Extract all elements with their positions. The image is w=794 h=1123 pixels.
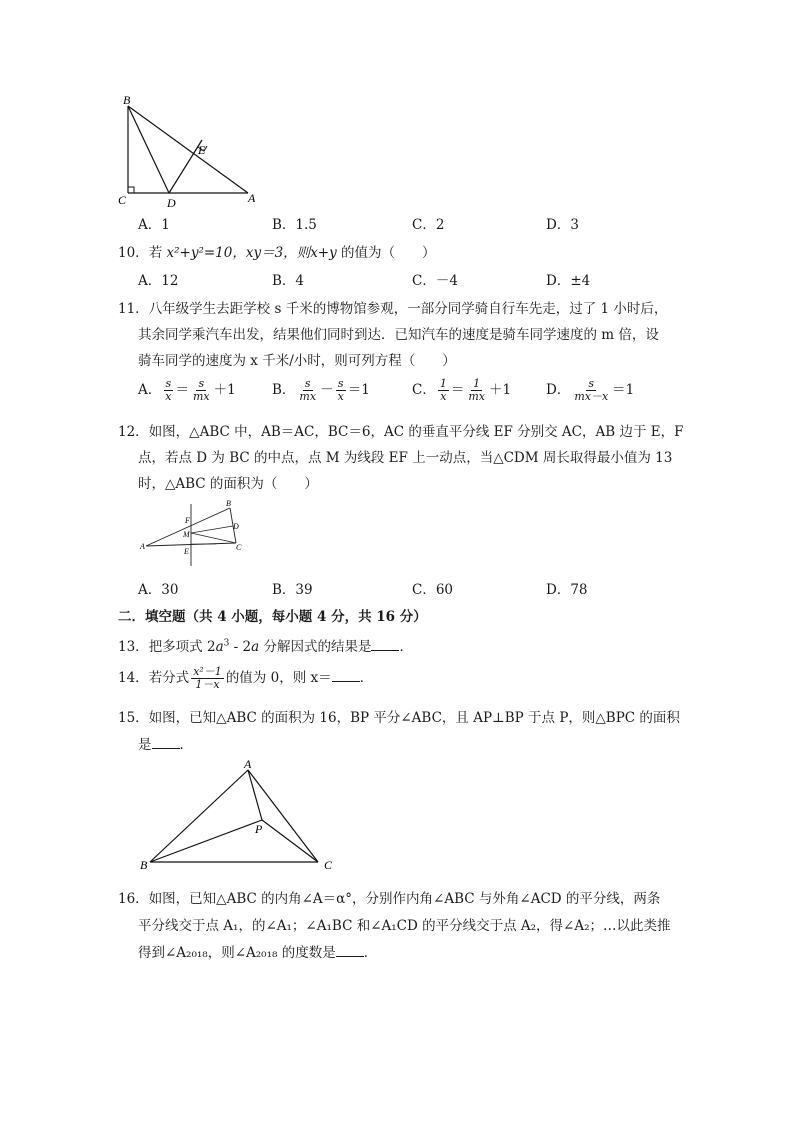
q16-line1-text: 如图，已知△ABC 的内角∠A＝α°，分别作内角∠ABC 与外角∠ACD 的平分线，两条 bbox=[148, 891, 661, 907]
q10-text-pre: 若 bbox=[148, 245, 167, 261]
q9-label-c: C bbox=[118, 193, 127, 207]
q15-label-a: A bbox=[244, 758, 252, 771]
q13-var-a: a bbox=[215, 639, 224, 655]
q10-option-d[interactable]: D．±4 bbox=[546, 273, 591, 289]
q15-answer-blank[interactable] bbox=[152, 736, 180, 749]
q12-label-b: B bbox=[226, 499, 231, 508]
q13-end: ． bbox=[399, 639, 413, 655]
q11-line2: 其余同学乘汽车出发，结果他们同时到达．已知汽车的速度是骑车同学速度的 m 倍，设 bbox=[138, 327, 659, 343]
q12-label-c: C bbox=[236, 543, 242, 552]
q12-triangle-figure bbox=[136, 496, 254, 568]
q12-option-c[interactable]: C．60 bbox=[412, 582, 454, 598]
q11-a-den2: mx bbox=[192, 390, 210, 404]
q11-a-den1: x bbox=[165, 390, 172, 404]
q10-text-post: 的值为（ ） bbox=[336, 245, 436, 261]
q11-b-tail: ＝1 bbox=[347, 382, 370, 399]
q9-label-d: D bbox=[167, 196, 176, 210]
q9-label-b: B bbox=[123, 93, 131, 107]
q11-option-c[interactable] bbox=[412, 378, 511, 403]
q11-a-num2: s bbox=[198, 377, 205, 390]
q12-label-m: M bbox=[183, 530, 190, 539]
q12-line2: 点，若点 D 为 BC 的中点，点 M 为线段 EF 上一动点，当△CDM 周长取得最小值为 13 bbox=[138, 450, 673, 466]
q15-label-b: B bbox=[140, 858, 148, 872]
q11-c-num2: 1 bbox=[473, 377, 481, 390]
q12-line3: 时，△ABC 的面积为（ ） bbox=[138, 476, 318, 492]
q14-number: 14． bbox=[118, 670, 149, 687]
q11-c-num1: 1 bbox=[439, 377, 447, 390]
q11-b-den1: mx bbox=[299, 390, 317, 404]
q16-line3 bbox=[138, 941, 377, 961]
q13-stem bbox=[118, 635, 413, 655]
q11-d-num1: s bbox=[588, 377, 595, 390]
q11-a-tail: ＋1 bbox=[213, 382, 236, 399]
q10-option-c[interactable]: C．－4 bbox=[412, 273, 458, 289]
q11-a-eq: ＝ bbox=[175, 382, 189, 399]
q9-label-e: E bbox=[198, 143, 206, 157]
q12-label-e: E bbox=[184, 547, 189, 556]
q16-number: 16． bbox=[118, 891, 149, 907]
q13-exponent: 3 bbox=[223, 638, 230, 649]
q9-option-d[interactable]: D．3 bbox=[546, 217, 579, 233]
q11-b-minus: － bbox=[320, 382, 334, 399]
q15-end: ． bbox=[179, 737, 193, 753]
q11-line1-text: 八年级学生去距学校 s 千米的博物馆参观，一部分同学骑自行车先走，过了 1 小时后， bbox=[148, 301, 668, 317]
q10-expr1: x²+y²=10，xy＝3，则 bbox=[166, 245, 311, 261]
q15-line1 bbox=[118, 706, 680, 726]
q12-label-a: A bbox=[140, 542, 145, 551]
q11-b-num1: s bbox=[304, 377, 311, 390]
q12-option-d[interactable]: D．78 bbox=[546, 582, 588, 598]
q11-option-d-letter: D． bbox=[546, 382, 571, 399]
q16-line2: 平分线交于点 A₁，的∠A₁；∠A₁BC 和∠A₁CD 的平分线交于点 A₂，得∠A₂；…以此类推 bbox=[138, 918, 671, 934]
q14-end: ． bbox=[359, 670, 374, 687]
q11-option-a-letter: A． bbox=[138, 382, 162, 399]
q9-triangle-figure bbox=[112, 92, 262, 210]
q13-mid: - 2 bbox=[229, 639, 252, 655]
q10-option-b[interactable]: B．4 bbox=[272, 273, 305, 289]
q13-var-a2: a bbox=[251, 639, 260, 655]
section-2-title: 二．填空题（共 4 小题，每小题 4 分，共 16 分） bbox=[118, 609, 427, 625]
q16-line3-text: 得到∠A₂₀₁₈，则∠A₂₀₁₈ 的度数是 bbox=[138, 945, 336, 961]
q9-label-a: A bbox=[248, 191, 256, 205]
q10-option-a[interactable]: A．12 bbox=[138, 273, 179, 289]
q15-line1-text: 如图，已知△ABC 的面积为 16，BP 平分∠ABC，且 AP⊥BP 于点 P，则△BPC 的面积 bbox=[148, 710, 680, 726]
q14-denominator: 1－x bbox=[195, 678, 220, 692]
q11-c-den1: x bbox=[440, 390, 447, 404]
q15-line2 bbox=[138, 733, 193, 753]
q14-stem bbox=[118, 666, 373, 691]
q13-number: 13． bbox=[118, 639, 149, 655]
q15-line2-text: 是 bbox=[138, 737, 152, 753]
q16-answer-blank[interactable] bbox=[336, 944, 364, 957]
q11-option-b-letter: B． bbox=[272, 382, 296, 399]
q14-answer-blank[interactable] bbox=[332, 669, 360, 682]
q15-number: 15． bbox=[118, 710, 149, 726]
q14-pre: 若分式 bbox=[148, 670, 190, 687]
q15-label-p: P bbox=[255, 822, 263, 836]
q11-option-c-letter: C． bbox=[412, 382, 436, 399]
q13-post: 分解因式的结果是 bbox=[259, 639, 372, 655]
q11-line3: 骑车同学的速度为 x 千米/小时，则可列方程（ ） bbox=[138, 353, 456, 369]
q12-line1 bbox=[118, 420, 683, 440]
q10-stem bbox=[118, 241, 436, 261]
q9-option-c[interactable]: C．2 bbox=[412, 217, 445, 233]
q13-answer-blank[interactable] bbox=[371, 638, 399, 651]
q11-a-num1: s bbox=[165, 377, 172, 390]
q11-b-num2: s bbox=[337, 377, 344, 390]
q11-b-den2: x bbox=[337, 390, 344, 404]
q15-triangle-figure bbox=[138, 758, 346, 874]
q12-label-f: F bbox=[185, 516, 190, 525]
q13-pre: 把多项式 2 bbox=[148, 639, 216, 655]
q9-option-a[interactable]: A．1 bbox=[138, 217, 170, 233]
q11-option-b[interactable] bbox=[272, 378, 370, 403]
q11-option-a[interactable] bbox=[138, 378, 236, 403]
q12-option-a[interactable]: A．30 bbox=[138, 582, 179, 598]
q12-label-d: D bbox=[233, 522, 239, 531]
q14-post: 的值为 0，则 x＝ bbox=[225, 670, 332, 687]
q11-c-tail: ＋1 bbox=[488, 382, 512, 399]
q11-number: 11． bbox=[118, 301, 149, 317]
q12-number: 12． bbox=[118, 424, 149, 440]
q11-d-den1: mx－x bbox=[574, 390, 609, 404]
q12-option-b[interactable]: B．39 bbox=[272, 582, 313, 598]
q16-end: ． bbox=[363, 945, 378, 961]
q10-number: 10． bbox=[118, 245, 149, 261]
q12-line1-text: 如图，△ABC 中，AB＝AC，BC＝6，AC 的垂直平分线 EF 分别交 AC，AB 边于 E，F bbox=[148, 424, 684, 440]
q11-option-d[interactable] bbox=[546, 378, 634, 403]
q14-numerator: x²－1 bbox=[193, 665, 222, 678]
q11-c-den2: mx bbox=[468, 390, 485, 404]
q15-label-c: C bbox=[324, 858, 333, 872]
q11-c-eq: ＝ bbox=[450, 382, 465, 399]
q11-line1 bbox=[118, 297, 667, 317]
q10-expr2: x+y bbox=[310, 245, 337, 261]
q16-line1 bbox=[118, 887, 660, 907]
q11-d-tail: ＝1 bbox=[612, 382, 635, 399]
q9-option-b[interactable]: B．1.5 bbox=[272, 217, 317, 233]
